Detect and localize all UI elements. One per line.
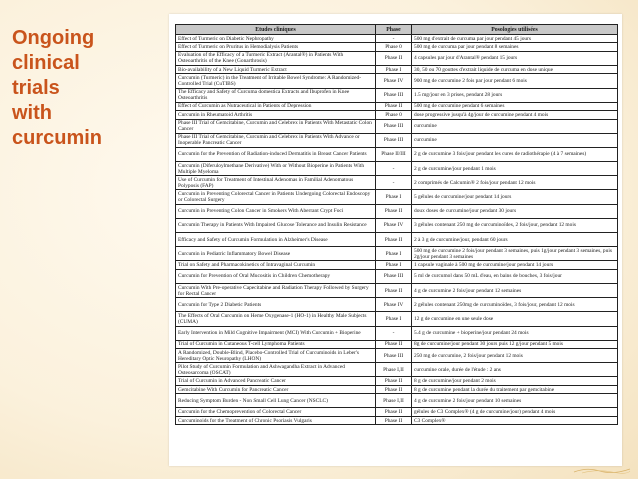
study-title-cell: Curcumin in Preventing Colorectal Cancer in Patients Undergoing Colorectal Endoscopy or Colorectal Surgery — [176, 190, 376, 204]
study-title-cell: Curcumin for the Prevention of Radiation-induced Dermatitis in Breast Cancer Patients — [176, 147, 376, 161]
dosage-cell: 2 comprimés de Calcumin® 2 fois/jour pendant 12 mois — [412, 176, 618, 190]
phase-cell: Phase I — [376, 261, 412, 269]
phase-cell: Phase I — [376, 190, 412, 204]
phase-cell: - — [376, 176, 412, 190]
dosage-cell: 30, 50 ou 70 gouttes d'extrait liquide de curcuma en dose unique — [412, 65, 618, 73]
table-row — [176, 190, 618, 204]
dosage-cell: 500 mg d'extrait de curcuma par jour pendant 45 jours — [412, 35, 618, 43]
table-row — [176, 88, 618, 102]
phase-cell: Phase III — [376, 349, 412, 363]
table-row — [176, 377, 618, 385]
table-header-row — [176, 25, 618, 35]
dosage-cell: doux doses de curcumine/jour pendant 30 jours — [412, 204, 618, 218]
study-title-cell: Trial of Curcumin in Cutaneous T-cell Lymphoma Patients — [176, 340, 376, 348]
table-row — [176, 162, 618, 176]
study-title-cell: Phase III Trial of Gemcitabine, Curcumin and Celebrex in Patients With Advance or Inoperable Pancreatic Cancer — [176, 133, 376, 147]
dosage-cell: dose progressive jusqu'à 4g/jour de curcumine pendant 4 mois — [412, 111, 618, 119]
study-title-cell: Early Intervention in Mild Cognitive Impairment (MCI) With Curcumin + Bioperine — [176, 326, 376, 340]
phase-cell: Phase II — [376, 385, 412, 393]
table-row — [176, 51, 618, 65]
phase-cell: Phase I,II — [376, 363, 412, 377]
phase-cell: Phase II — [376, 377, 412, 385]
table-row — [176, 394, 618, 408]
table-row — [176, 363, 618, 377]
table-row — [176, 147, 618, 161]
phase-cell: Phase I,II — [376, 394, 412, 408]
phase-cell: Phase II — [376, 51, 412, 65]
table-row — [176, 385, 618, 393]
phase-cell: Phase IV — [376, 218, 412, 232]
dosage-cell: 2 g de curcumine/jour pendant 1 mois — [412, 162, 618, 176]
slide-title-line: curcumin — [12, 127, 103, 149]
dosage-cell: 4 g de curcumine 2 fois/jour pendant 10 semaines — [412, 394, 618, 408]
table-row — [176, 326, 618, 340]
table-row — [176, 312, 618, 326]
dosage-cell: curcumine orale, durée de l'étude : 2 ans — [412, 363, 618, 377]
table-row — [176, 35, 618, 43]
table-row — [176, 111, 618, 119]
table-row — [176, 119, 618, 133]
table-row — [176, 218, 618, 232]
study-title-cell: Curcumin (Diferuloylmethane Derivative) With or Without Bioperine in Patients With Multiple Myeloma — [176, 162, 376, 176]
table-body — [176, 35, 618, 425]
column-header-studies: Etudes cliniques — [176, 25, 376, 35]
dosage-cell: 4 g de curcumine 2 fois/jour pendant 12 semaines — [412, 283, 618, 297]
study-title-cell: Curcuminoids for the Treatment of Chronic Psoriasis Vulgaris — [176, 416, 376, 424]
dosage-cell: 8 g de curcumine pendant la durée du traitement par gemcitabine — [412, 385, 618, 393]
dosage-cell: 2 gélules contenant 250mg de curcuminoïdes, 3 fois/jour, pendant 12 mois — [412, 298, 618, 312]
phase-cell: Phase I — [376, 65, 412, 73]
table-row — [176, 43, 618, 51]
dosage-cell: 8 g de curcumine/jour pendant 2 mois — [412, 377, 618, 385]
phase-cell: Phase III — [376, 133, 412, 147]
table-row — [176, 283, 618, 297]
table-row — [176, 233, 618, 247]
study-title-cell: Curcumin in Rheumatoid Arthritis — [176, 111, 376, 119]
slide-title-line: Ongoing — [12, 27, 95, 49]
study-title-cell: Effect of Turmeric on Diabetic Nephropathy — [176, 35, 376, 43]
phase-cell: Phase II/III — [376, 147, 412, 161]
study-title-cell: Use of Curcumin for Treatment of Intestinal Adenomas in Familial Adenomatous Polyposis (FAP) — [176, 176, 376, 190]
dosage-cell: gélules de C3 Complex® (4 g de curcumine/jour) pendant 4 mois — [412, 408, 618, 416]
study-title-cell: Trial on Safety and Pharmacokinetics of Intravaginal Curcumin — [176, 261, 376, 269]
column-header-phase: Phase — [376, 25, 412, 35]
clinical-trials-document — [169, 14, 622, 466]
dosage-cell: 2 à 3 g de curcumine/jour, pendant 60 jours — [412, 233, 618, 247]
dosage-cell: 5.4 g de curcumine + bioperine/jour pendant 24 mois — [412, 326, 618, 340]
table-row — [176, 133, 618, 147]
table-row — [176, 74, 618, 88]
table-row — [176, 408, 618, 416]
table-row — [176, 247, 618, 261]
study-title-cell: Curcumin for Type 2 Diabetic Patients — [176, 298, 376, 312]
study-title-cell: Curcumin Therapy in Patients With Impaired Glucose Tolerance and Insulin Resistance — [176, 218, 376, 232]
study-title-cell: Reducing Symptom Burden - Non Small Cell Lung Cancer (NSCLC) — [176, 394, 376, 408]
phase-cell: Phase 0 — [376, 43, 412, 51]
phase-cell: - — [376, 35, 412, 43]
phase-cell: Phase III — [376, 88, 412, 102]
slide-title-line: with — [12, 102, 52, 124]
dosage-cell: 500 mg de curcuma par jour pendant 8 semaines — [412, 43, 618, 51]
study-title-cell: Curcumin With Pre-operative Capecitabine and Radiation Therapy Followed by Surgery for Rectal Cancer — [176, 283, 376, 297]
slide-title-line: trials — [12, 77, 60, 99]
phase-cell: Phase II — [376, 102, 412, 110]
corner-ornament — [572, 465, 632, 475]
dosage-cell: curcumine — [412, 133, 618, 147]
table-row — [176, 102, 618, 110]
study-title-cell: Evaluation of the Efficacy of a Turmeric Extract (Arantal®) in Patients With Osteoarthritis of the Knee (Gonarthrosis) — [176, 51, 376, 65]
phase-cell: Phase II — [376, 283, 412, 297]
table-row — [176, 349, 618, 363]
study-title-cell: The Effects of Oral Curcumin on Heme Oxygenase-1 (HO-1) in Healthy Male Subjects (CUMA) — [176, 312, 376, 326]
study-title-cell: Curcumin (Turmeric) in the Treatment of Irritable Bowel Syndrome: A Randomized-Controlled Trial (CuTIBS) — [176, 74, 376, 88]
dosage-cell: 900 mg de curcumine 2 fois par jour pendant 6 mois — [412, 74, 618, 88]
study-title-cell: Pilot Study of Curcumin Formulation and Ashwagandha Extract in Advanced Osteosarcoma (OSCAT) — [176, 363, 376, 377]
study-title-cell: Trial of Curcumin in Advanced Pancreatic Cancer — [176, 377, 376, 385]
dosage-cell: curcumine — [412, 119, 618, 133]
table-row — [176, 176, 618, 190]
slide-title-line: clinical — [12, 52, 80, 74]
phase-cell: - — [376, 326, 412, 340]
phase-cell: Phase II — [376, 340, 412, 348]
study-title-cell: Effect of Curcumin as Nutraceutical in Patients of Depression — [176, 102, 376, 110]
table-row — [176, 416, 618, 424]
dosage-cell: 4 capsules par jour d'Arantal® pendant 15 jours — [412, 51, 618, 65]
phase-cell: Phase I — [376, 312, 412, 326]
phase-cell: Phase II — [376, 233, 412, 247]
dosage-cell: 2 g de curcumine 3 fois/jour pendant les cures de radiothérapie (4 à 7 semaines) — [412, 147, 618, 161]
dosage-cell: 250 mg de curcumine, 2 fois/jour pendant 12 mois — [412, 349, 618, 363]
study-title-cell: Curcumin in Pediatric Inflammatory Bowel Disease — [176, 247, 376, 261]
dosage-cell: C3 Complex® — [412, 416, 618, 424]
phase-cell: - — [376, 162, 412, 176]
dosage-cell: 3 gélules contenant 250 mg de curcuminoïdes, 2 fois/jour, pendant 12 mois — [412, 218, 618, 232]
phase-cell: Phase IV — [376, 74, 412, 88]
study-title-cell: Curcumin for Prevention of Oral Mucositis in Children Chemotherapy — [176, 269, 376, 283]
phase-cell: Phase 0 — [376, 111, 412, 119]
phase-cell: Phase IV — [376, 298, 412, 312]
phase-cell: Phase II — [376, 204, 412, 218]
dosage-cell: 5 gélules de curcumine/jour pendant 14 jours — [412, 190, 618, 204]
table-row — [176, 65, 618, 73]
dosage-cell: 5 ml de curcumol dans 50 mL d'eau, en bains de bouches, 3 fois/jour — [412, 269, 618, 283]
dosage-cell: 12 g de curcumine en une seule dose — [412, 312, 618, 326]
phase-cell: Phase III — [376, 269, 412, 283]
study-title-cell: The Efficacy and Safety of Curcuma domestica Extracts and Ibuprofen in Knee Osteoarthritis — [176, 88, 376, 102]
phase-cell: Phase I — [376, 247, 412, 261]
table-row — [176, 340, 618, 348]
dosage-cell: 8g de curcumine/jour pendant 30 jours puis 12 g/jour pendant 5 mois — [412, 340, 618, 348]
study-title-cell: Efficacy and Safety of Curcumin Formulation in Alzheimer's Disease — [176, 233, 376, 247]
study-title-cell: Curcumin in Preventing Colon Cancer in Smokers With Aberrant Crypt Foci — [176, 204, 376, 218]
table-row — [176, 269, 618, 283]
study-title-cell: Effect of Turmeric on Pruritus in Hemodialysis Patients — [176, 43, 376, 51]
table-row — [176, 298, 618, 312]
dosage-cell: 500 mg de curcumine pendant 6 semaines — [412, 102, 618, 110]
phase-cell: Phase II — [376, 416, 412, 424]
phase-cell: Phase II — [376, 408, 412, 416]
column-header-dosage: Posologies utilisées — [412, 25, 618, 35]
dosage-cell: 1 capsule vaginale à 500 mg de curcumine/jour pendant 14 jours — [412, 261, 618, 269]
phase-cell: Phase III — [376, 119, 412, 133]
study-title-cell: A Randomized, Double-Blind, Placebo-Controlled Trial of Curcuminoids in Leber's Hereditary Optic Neuropathy (LHON) — [176, 349, 376, 363]
study-title-cell: Gemcitabine With Curcumin for Pancreatic Cancer — [176, 385, 376, 393]
study-title-cell: Bio-availability of a New Liquid Turmeric Extract — [176, 65, 376, 73]
study-title-cell: Phase III Trial of Gemcitabine, Curcumin and Celebrex in Patients With Metastatic Colon Cancer — [176, 119, 376, 133]
slide-title — [12, 26, 162, 151]
dosage-cell: 500 mg de curcumine 2 fois/jour pendant 3 semaines, puis 1g/jour pendant 3 semaines, puis 2g/jour pendant 3 semaines — [412, 247, 618, 261]
clinical-trials-table — [175, 24, 618, 425]
table-row — [176, 204, 618, 218]
table-row — [176, 261, 618, 269]
dosage-cell: 1.5 mg/jour en 3 prises, pendant 28 jours — [412, 88, 618, 102]
study-title-cell: Curcumin for the Chemoprevention of Colorectal Cancer — [176, 408, 376, 416]
